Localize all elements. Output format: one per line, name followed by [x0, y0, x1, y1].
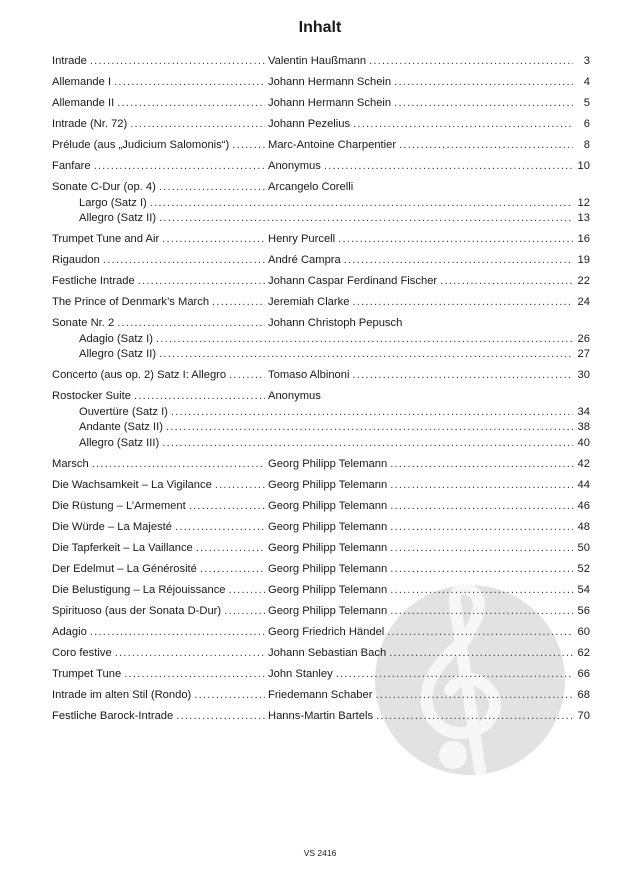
- title-column: [52, 646, 268, 662]
- entry-composer: John Stanley: [268, 667, 333, 680]
- toc-entry: [52, 75, 590, 91]
- toc-row: [52, 520, 590, 536]
- toc-row: [52, 667, 590, 683]
- toc-entry: [52, 499, 590, 515]
- entry-page: 19: [577, 254, 590, 267]
- title-column: [52, 541, 268, 557]
- dot-leader: [194, 688, 265, 704]
- entry-title: Intrade (Nr. 72): [52, 117, 128, 130]
- entry-composer: André Campra: [268, 254, 341, 267]
- toc-entry: [52, 138, 590, 154]
- movement-page: 40: [577, 436, 590, 449]
- composer-column: [268, 180, 590, 196]
- dot-leader: [390, 499, 573, 515]
- composer-column: [268, 274, 576, 290]
- toc-row: [52, 274, 590, 290]
- composer-column: [268, 295, 576, 311]
- movement-row: [52, 420, 590, 436]
- title-column: [52, 478, 268, 494]
- entry-page: 24: [577, 296, 590, 309]
- entry-composer: Georg Philipp Telemann: [268, 541, 388, 554]
- dot-leader: [387, 625, 573, 641]
- entry-composer: Anonymus: [268, 159, 321, 172]
- entry-composer: Johann Hermann Schein: [268, 96, 392, 109]
- title-column: [52, 180, 268, 196]
- entry-composer: Marc-Antoine Charpentier: [268, 138, 397, 151]
- dot-leader: [390, 583, 573, 599]
- toc-row: [52, 583, 590, 599]
- composer-column: [268, 625, 576, 641]
- entry-composer: Arcangelo Corelli: [268, 180, 354, 193]
- movement-title: Andante (Satz II): [79, 421, 163, 434]
- dot-leader: [212, 295, 265, 311]
- toc-entry: [52, 520, 590, 536]
- dot-leader: [94, 159, 265, 175]
- composer-column: [268, 96, 576, 112]
- movement-row: [52, 332, 590, 348]
- composer-column: [268, 159, 576, 175]
- movement-title: Allegro (Satz III): [79, 436, 160, 449]
- dot-leader: [390, 541, 573, 557]
- toc-row: [52, 96, 590, 112]
- movement-title: Largo (Satz I): [79, 196, 147, 209]
- dot-leader: [176, 709, 265, 725]
- dot-leader: [115, 646, 265, 662]
- entry-page: 62: [577, 646, 590, 659]
- toc-row: [52, 138, 590, 154]
- movement-column: [79, 436, 576, 452]
- composer-column: [268, 499, 576, 515]
- entry-page: 42: [577, 457, 590, 470]
- dot-leader: [162, 436, 573, 452]
- toc-row: [52, 295, 590, 311]
- title-column: [52, 562, 268, 578]
- toc-entry: [52, 625, 590, 641]
- entry-composer: Friedemann Schaber: [268, 688, 373, 701]
- entry-title: Sonate Nr. 2: [52, 317, 115, 330]
- toc-entry: [52, 232, 590, 248]
- dot-leader: [376, 709, 573, 725]
- entry-page: 52: [577, 562, 590, 575]
- title-column: [52, 138, 268, 154]
- title-column: [52, 159, 268, 175]
- toc-entry: [52, 295, 590, 311]
- entry-title: Adagio: [52, 625, 87, 638]
- toc-entry: [52, 457, 590, 473]
- entry-composer: Hanns-Martin Bartels: [268, 709, 374, 722]
- dot-leader: [134, 389, 265, 405]
- movement-column: [79, 420, 576, 436]
- entry-page: 10: [577, 159, 590, 172]
- dot-leader: [338, 232, 573, 248]
- entry-composer: Georg Philipp Telemann: [268, 457, 388, 470]
- dot-leader: [117, 96, 265, 112]
- composer-column: [268, 541, 576, 557]
- entry-title: Die Würde – La Majesté: [52, 520, 173, 533]
- dot-leader: [229, 583, 265, 599]
- title-column: [52, 253, 268, 269]
- title-column: [52, 457, 268, 473]
- entry-title: Die Wachsamkeit – La Vigilance: [52, 478, 212, 491]
- dot-leader: [336, 667, 573, 683]
- entry-page: 4: [583, 75, 590, 88]
- title-column: [52, 232, 268, 248]
- toc-row: [52, 75, 590, 91]
- toc-row: [52, 54, 590, 70]
- title-column: [52, 295, 268, 311]
- dot-leader: [390, 478, 573, 494]
- dot-leader: [375, 688, 573, 704]
- entry-title: Intrade im alten Stil (Rondo): [52, 688, 192, 701]
- entry-page: 8: [583, 138, 590, 151]
- dot-leader: [440, 274, 573, 290]
- footer-code: VS 2416: [303, 848, 337, 858]
- composer-column: [268, 562, 576, 578]
- toc-row: [52, 499, 590, 515]
- entry-composer: Johann Christoph Pepusch: [268, 317, 403, 330]
- dot-leader: [171, 405, 573, 421]
- dot-leader: [138, 274, 265, 290]
- entry-page: 46: [577, 499, 590, 512]
- title-column: [52, 604, 268, 620]
- dot-leader: [175, 520, 265, 536]
- dot-leader: [90, 625, 265, 641]
- movement-column: [79, 332, 576, 348]
- dot-leader: [114, 75, 265, 91]
- composer-column: [268, 368, 576, 384]
- movement-title: Allegro (Satz II): [79, 348, 157, 361]
- entry-page: 3: [583, 55, 590, 67]
- dot-leader: [352, 368, 573, 384]
- composer-column: [268, 232, 576, 248]
- dot-leader: [159, 180, 265, 196]
- dot-leader: [156, 332, 573, 348]
- entry-composer: Georg Philipp Telemann: [268, 562, 388, 575]
- entry-composer: Georg Philipp Telemann: [268, 583, 388, 596]
- dot-leader: [162, 232, 265, 248]
- entry-composer: Georg Philipp Telemann: [268, 604, 388, 617]
- entry-page: 5: [583, 96, 590, 109]
- dot-leader: [324, 159, 573, 175]
- title-column: [52, 688, 268, 704]
- entry-composer: Johann Sebastian Bach: [268, 646, 387, 659]
- title-column: [52, 583, 268, 599]
- composer-column: [268, 478, 576, 494]
- toc-entry: [52, 96, 590, 112]
- entry-title: Marsch: [52, 457, 89, 470]
- dot-leader: [399, 138, 573, 154]
- toc-row: [52, 478, 590, 494]
- entry-page: 30: [577, 369, 590, 382]
- toc-entry: [52, 667, 590, 683]
- composer-column: [268, 457, 576, 473]
- composer-column: [268, 117, 576, 133]
- title-column: [52, 667, 268, 683]
- title-column: [52, 499, 268, 515]
- movement-page: 34: [577, 405, 590, 418]
- movement-column: [79, 196, 576, 212]
- composer-column: [268, 709, 576, 725]
- composer-column: [268, 389, 590, 405]
- toc-entry: [52, 159, 590, 175]
- toc-entry: [52, 478, 590, 494]
- entry-title: Allemande II: [52, 96, 115, 109]
- entry-composer: Henry Purcell: [268, 233, 336, 246]
- dot-leader: [229, 368, 265, 384]
- toc-row: [52, 562, 590, 578]
- toc-row: [52, 646, 590, 662]
- composer-column: [268, 54, 576, 70]
- entry-page: 70: [577, 709, 590, 722]
- dot-leader: [150, 196, 573, 212]
- toc-entry: [52, 389, 590, 451]
- toc-row: [52, 709, 590, 725]
- composer-column: [268, 583, 576, 599]
- composer-column: [268, 646, 576, 662]
- title-column: [52, 389, 268, 405]
- toc-row: [52, 457, 590, 473]
- movement-page: 38: [577, 421, 590, 434]
- entry-title: Concerto (aus op. 2) Satz I: Allegro: [52, 369, 227, 382]
- dot-leader: [189, 499, 265, 515]
- entry-composer: Georg Friedrich Händel: [268, 625, 385, 638]
- entry-title: Sonate C-Dur (op. 4): [52, 180, 156, 193]
- dot-leader: [353, 117, 573, 133]
- toc-row: [52, 368, 590, 384]
- movement-page: 27: [577, 348, 590, 361]
- entry-page: 54: [577, 583, 590, 596]
- entry-composer: Georg Philipp Telemann: [268, 478, 388, 491]
- dot-leader: [389, 646, 573, 662]
- entry-title: Trumpet Tune: [52, 667, 122, 680]
- dot-leader: [215, 478, 265, 494]
- entry-composer: Georg Philipp Telemann: [268, 520, 388, 533]
- entry-title: Prélude (aus „Judicium Salomonis“): [52, 138, 230, 151]
- toc-entry: [52, 368, 590, 384]
- movement-column: [79, 211, 576, 227]
- entry-title: Allemande I: [52, 75, 112, 88]
- table-of-contents: [52, 54, 590, 730]
- movement-page: 26: [577, 332, 590, 345]
- toc-row: [52, 232, 590, 248]
- movement-row: [52, 405, 590, 421]
- entry-title: Die Belustigung – La Réjouissance: [52, 583, 226, 596]
- dot-leader: [390, 520, 573, 536]
- entry-title: Die Tapferkeit – La Vaillance: [52, 541, 193, 554]
- dot-leader: [232, 138, 265, 154]
- entry-title: The Prince of Denmark’s March: [52, 296, 210, 309]
- entry-title: Der Edelmut – La Générosité: [52, 562, 197, 575]
- toc-entry: [52, 604, 590, 620]
- entry-page: 66: [577, 667, 590, 680]
- title-column: [52, 75, 268, 91]
- entry-title: Rigaudon: [52, 254, 100, 267]
- entry-page: 68: [577, 688, 590, 701]
- toc-entry: [52, 253, 590, 269]
- toc-entry: [52, 583, 590, 599]
- title-column: [52, 625, 268, 641]
- entry-composer: Johann Pezelius: [268, 117, 351, 130]
- toc-entry: [52, 117, 590, 133]
- entry-page: 44: [577, 478, 590, 491]
- dot-leader: [92, 457, 265, 473]
- title-column: [52, 709, 268, 725]
- composer-column: [268, 316, 590, 332]
- dot-leader: [196, 541, 265, 557]
- toc-row: [52, 253, 590, 269]
- toc-row: [52, 117, 590, 133]
- movement-title: Adagio (Satz I): [79, 332, 153, 345]
- dot-leader: [117, 316, 265, 332]
- entry-page: 48: [577, 520, 590, 533]
- dot-leader: [90, 54, 265, 70]
- dot-leader: [390, 604, 573, 620]
- dot-leader: [369, 54, 573, 70]
- entry-composer: Georg Philipp Telemann: [268, 499, 388, 512]
- composer-column: [268, 75, 576, 91]
- toc-row: [52, 316, 590, 332]
- entry-title: Spirituoso (aus der Sonata D-Dur): [52, 604, 222, 617]
- dot-leader: [130, 117, 265, 133]
- entry-title: Intrade: [52, 55, 87, 67]
- entry-page: 16: [577, 233, 590, 246]
- toc-entry: [52, 562, 590, 578]
- dot-leader: [159, 211, 573, 227]
- title-column: [52, 96, 268, 112]
- composer-column: [268, 667, 576, 683]
- toc-entry: [52, 274, 590, 290]
- title-column: [52, 117, 268, 133]
- composer-column: [268, 138, 576, 154]
- movement-page: 12: [577, 196, 590, 209]
- toc-row: [52, 541, 590, 557]
- composer-column: [268, 520, 576, 536]
- dot-leader: [394, 75, 573, 91]
- entry-title: Festliche Barock-Intrade: [52, 709, 174, 722]
- toc-entry: [52, 709, 590, 725]
- toc-entry: [52, 541, 590, 557]
- entry-title: Trumpet Tune and Air: [52, 233, 160, 246]
- entry-composer: Anonymus: [268, 390, 321, 403]
- title-column: [52, 54, 268, 70]
- dot-leader: [390, 562, 573, 578]
- title-column: [52, 368, 268, 384]
- movement-page: 13: [577, 212, 590, 225]
- movement-title: Ouvertüre (Satz I): [79, 405, 168, 418]
- entry-title: Rostocker Suite: [52, 390, 131, 403]
- composer-column: [268, 253, 576, 269]
- entry-composer: Johann Hermann Schein: [268, 75, 392, 88]
- movement-row: [52, 211, 590, 227]
- dot-leader: [224, 604, 265, 620]
- movement-row: [52, 347, 590, 363]
- entry-page: 60: [577, 625, 590, 638]
- entry-page: 56: [577, 604, 590, 617]
- title-column: [52, 520, 268, 536]
- entry-page: 6: [583, 117, 590, 130]
- composer-column: [268, 604, 576, 620]
- entry-composer: Tomaso Albinoni: [268, 369, 350, 382]
- movement-row: [52, 196, 590, 212]
- toc-row: [52, 625, 590, 641]
- dot-leader: [103, 253, 265, 269]
- toc-entry: [52, 54, 590, 70]
- page-title: Inhalt: [298, 19, 342, 36]
- movement-row: [52, 436, 590, 452]
- movement-column: [79, 405, 576, 421]
- toc-entry: [52, 316, 590, 363]
- dot-leader: [166, 420, 573, 436]
- movement-title: Allegro (Satz II): [79, 212, 157, 225]
- toc-row: [52, 389, 590, 405]
- entry-title: Festliche Intrade: [52, 275, 135, 288]
- toc-row: [52, 180, 590, 196]
- dot-leader: [352, 295, 573, 311]
- toc-entry: [52, 180, 590, 227]
- dot-leader: [124, 667, 265, 683]
- entry-composer: Jeremiah Clarke: [268, 296, 350, 309]
- toc-entry: [52, 688, 590, 704]
- toc-row: [52, 159, 590, 175]
- toc-row: [52, 604, 590, 620]
- title-column: [52, 316, 268, 332]
- title-column: [52, 274, 268, 290]
- movement-column: [79, 347, 576, 363]
- dot-leader: [390, 457, 573, 473]
- dot-leader: [394, 96, 573, 112]
- composer-column: [268, 688, 576, 704]
- entry-title: Fanfare: [52, 159, 91, 172]
- dot-leader: [200, 562, 265, 578]
- toc-entry: [52, 646, 590, 662]
- clef-dot: [439, 741, 467, 769]
- dot-leader: [344, 253, 573, 269]
- entry-page: 50: [577, 541, 590, 554]
- entry-title: Coro festive: [52, 646, 112, 659]
- entry-page: 22: [577, 275, 590, 288]
- entry-title: Die Rüstung – L’Armement: [52, 499, 186, 512]
- dot-leader: [159, 347, 573, 363]
- entry-composer: Valentin Haußmann: [268, 55, 367, 67]
- toc-row: [52, 688, 590, 704]
- entry-composer: Johann Caspar Ferdinand Fischer: [268, 275, 438, 288]
